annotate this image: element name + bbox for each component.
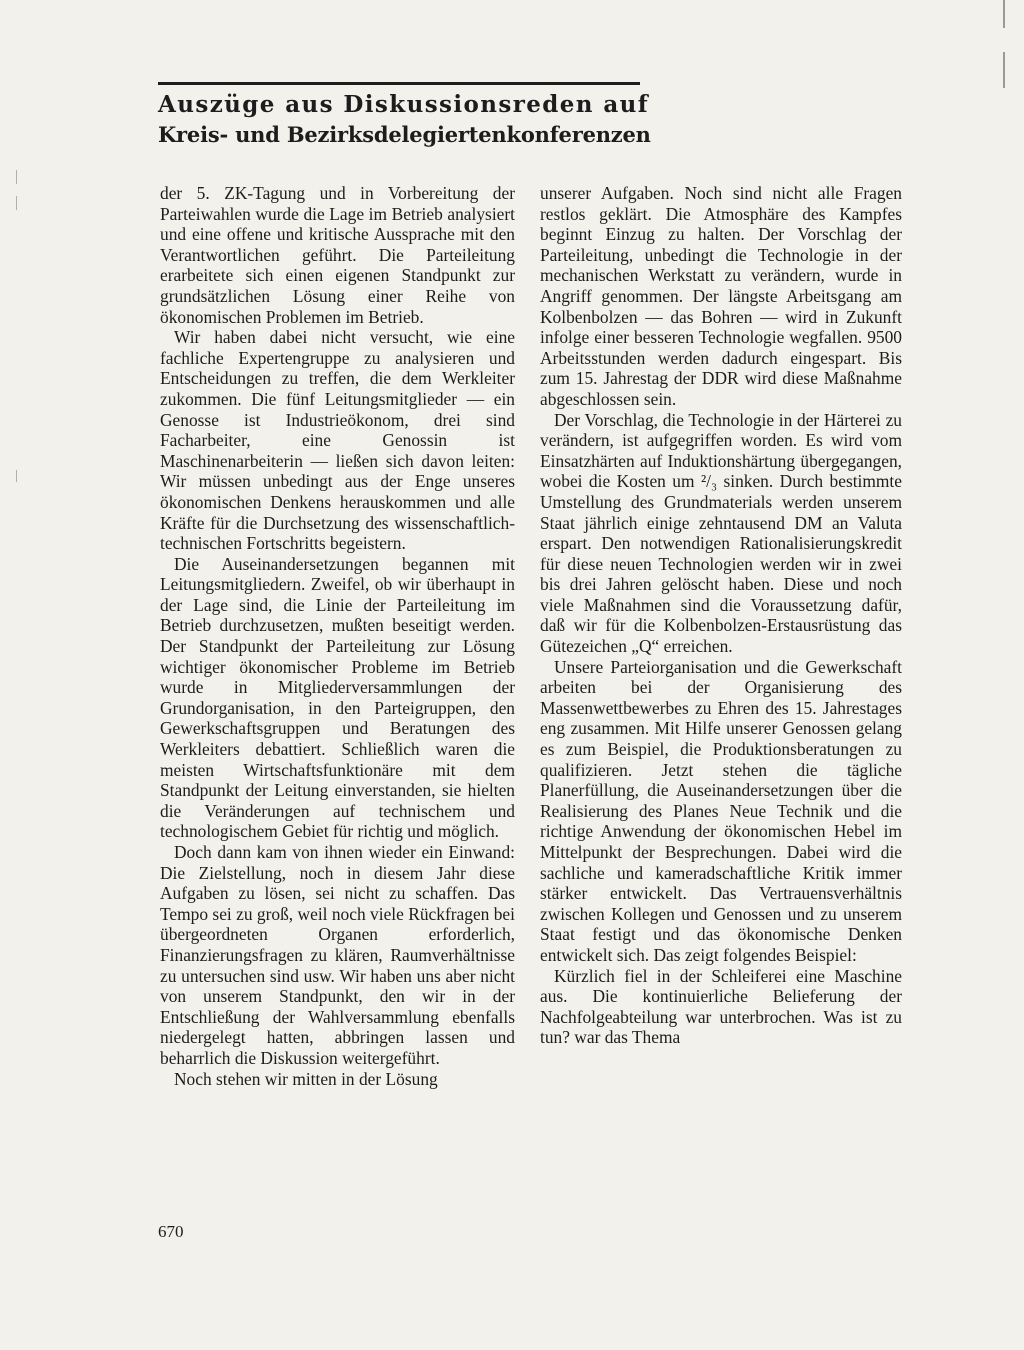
left-text-column: [160, 183, 515, 1089]
paragraph: Wir haben dabei nicht versucht, wie eine fachliche Expertengruppe zu analysieren und Entscheidungen zu treffen, die dem Werkleiter zukommen. Die fünf Leitungsmitglieder — ein Genosse ist Industrieökonom, drei sind Facharbeiter, eine Genossin ist Maschinenarbeiterin — ließen sich davon leiten: Wir müssen unbedingt aus der Enge unseres ökonomischen Denkens herauskommen und alle Kräfte für die Durchsetzung des wissenschaftlich-technischen Fortschritts begeistern.: [160, 327, 515, 554]
paragraph: Die Auseinandersetzungen begannen mit Leitungsmitgliedern. Zweifel, ob wir überhaupt in der Lage sind, die Linie der Parteileitung im Betrieb durchzusetzen, mußten beseitigt werden. Der Standpunkt der Parteileitung zur Lösung wichtiger ökonomischer Probleme im Betrieb wurde in Mitgliederversammlungen der Grundorganisation, in den Parteigruppen, den Gewerkschaftsgruppen und Beratungen des Werkleiters debattiert. Schließlich waren die meisten Wirtschaftsfunktionäre mit dem Standpunkt der Leitung einverstanden, sie hielten die Veränderungen auf technischem und technologischem Gebiet für richtig und möglich.: [160, 553, 515, 842]
scan-margin-mark: [1003, 0, 1005, 28]
paragraph: Doch dann kam von ihnen wieder ein Einwand: Die Zielstellung, noch in diesem Jahr diese Aufgaben zu lösen, sei nicht zu schaffen. Das Tempo sei zu groß, weil noch viele Rückfragen bei übergeordneten Organen erforderlich, Finanzierungsfragen zu klären, Raumverhältnisse zu untersuchen sind usw. Wir haben uns aber nicht von unserem Standpunkt, den wir in der Entschließung der Wahlversammlung ebenfalls niedergelegt hatten, abbringen lassen und beharrlich die Diskussion weitergeführt.: [160, 842, 515, 1068]
article-title-line-2: Kreis- und Bezirksdelegiertenkonferenzen: [158, 122, 651, 147]
scan-margin-mark: [1003, 52, 1005, 88]
scan-edge-mark: [16, 170, 17, 184]
article-title-line-1: Auszüge aus Diskussionsreden auf: [158, 91, 650, 118]
paragraph: Noch stehen wir mitten in der Lösung: [174, 1068, 438, 1089]
article-header: [158, 90, 651, 150]
scan-edge-mark: [16, 196, 17, 210]
scan-edge-mark: [16, 470, 17, 482]
paragraph: Unsere Parteiorganisation und die Gewerkschaft arbeiten bei der Organisierung des Massenwettbewerbes zu Ehren des 15. Jahrestages eng zusammen. Mit Hilfe unserer Genossen gelang es zum Beispiel, die Produktionsberatungen zu qualifizieren. Jetzt stehen die tägliche Planerfüllung, die Auseinandersetzungen über die Realisierung des Planes Neue Technik und die richtige Anwendung der ökonomischen Hebel im Mittelpunkt der Besprechungen. Dabei wird die sachliche und kameradschaftliche Kritik immer stärker entwickelt. Das Vertrauensverhältnis zwischen Kollegen und Genossen und zu unserem Staat festigt und das ökonomische Denken entwickelt sich. Das zeigt folgendes Beispiel:: [540, 656, 902, 965]
paragraph: Kürzlich fiel in der Schleiferei eine Maschine aus. Die kontinuierliche Belieferung der Nachfolgeabteilung war unterbrochen. Was ist zu tun? war das Thema: [540, 965, 902, 1048]
paragraph: unserer Aufgaben. Noch sind nicht alle Fragen restlos geklärt. Die Atmosphäre des Kampfes beginnt Einzug zu halten. Der Vorschlag der Parteileitung, unbedingt die Technologie in der mechanischen Werkstatt zu verändern, wurde in Angriff genommen. Der längste Arbeitsgang am Kolbenbolzen — das Bohren — wird in Zukunft infolge einer besseren Technologie wegfallen. 9500 Arbeitsstunden werden dadurch eingespart. Bis zum 15. Jahrestag der DDR wird diese Maßnahme abgeschlossen sein.: [540, 183, 902, 409]
paragraph: der 5. ZK-Tagung und in Vorbereitung der Parteiwahlen wurde die Lage im Betrieb analysiert und eine offene und kritische Aussprache mit den Verantwortlichen geführt. Die Parteileitung erarbeitete sich einen eigenen Standpunkt zur grundsätzlichen Lösung einer Reihe von ökonomischen Problemen im Betrieb.: [160, 183, 515, 327]
paragraph: Der Vorschlag, die Technologie in der Härterei zu verändern, ist aufgegriffen worden. Es wird vom Einsatzhärten auf Induktionshärtung übergegangen, wobei die Kosten um ²/₃ sinken. Durch bestimmte Umstellung des Grundmaterials werden unserem Staat jährlich einige zehntausend DM an Valuta erspart. Den notwendigen Rationalisierungskredit für diese neuen Technologien werden wir in zwei bis drei Jahren gelöscht haben. Diese und noch viele Maßnahmen sind die Voraussetzung dafür, daß wir für die Kolbenbolzen-Erstausrüstung das Gütezeichen „Q“ erreichen.: [540, 409, 902, 657]
header-rule: [158, 82, 640, 85]
page-number: 670: [158, 1222, 184, 1241]
right-text-column: [540, 183, 902, 1048]
